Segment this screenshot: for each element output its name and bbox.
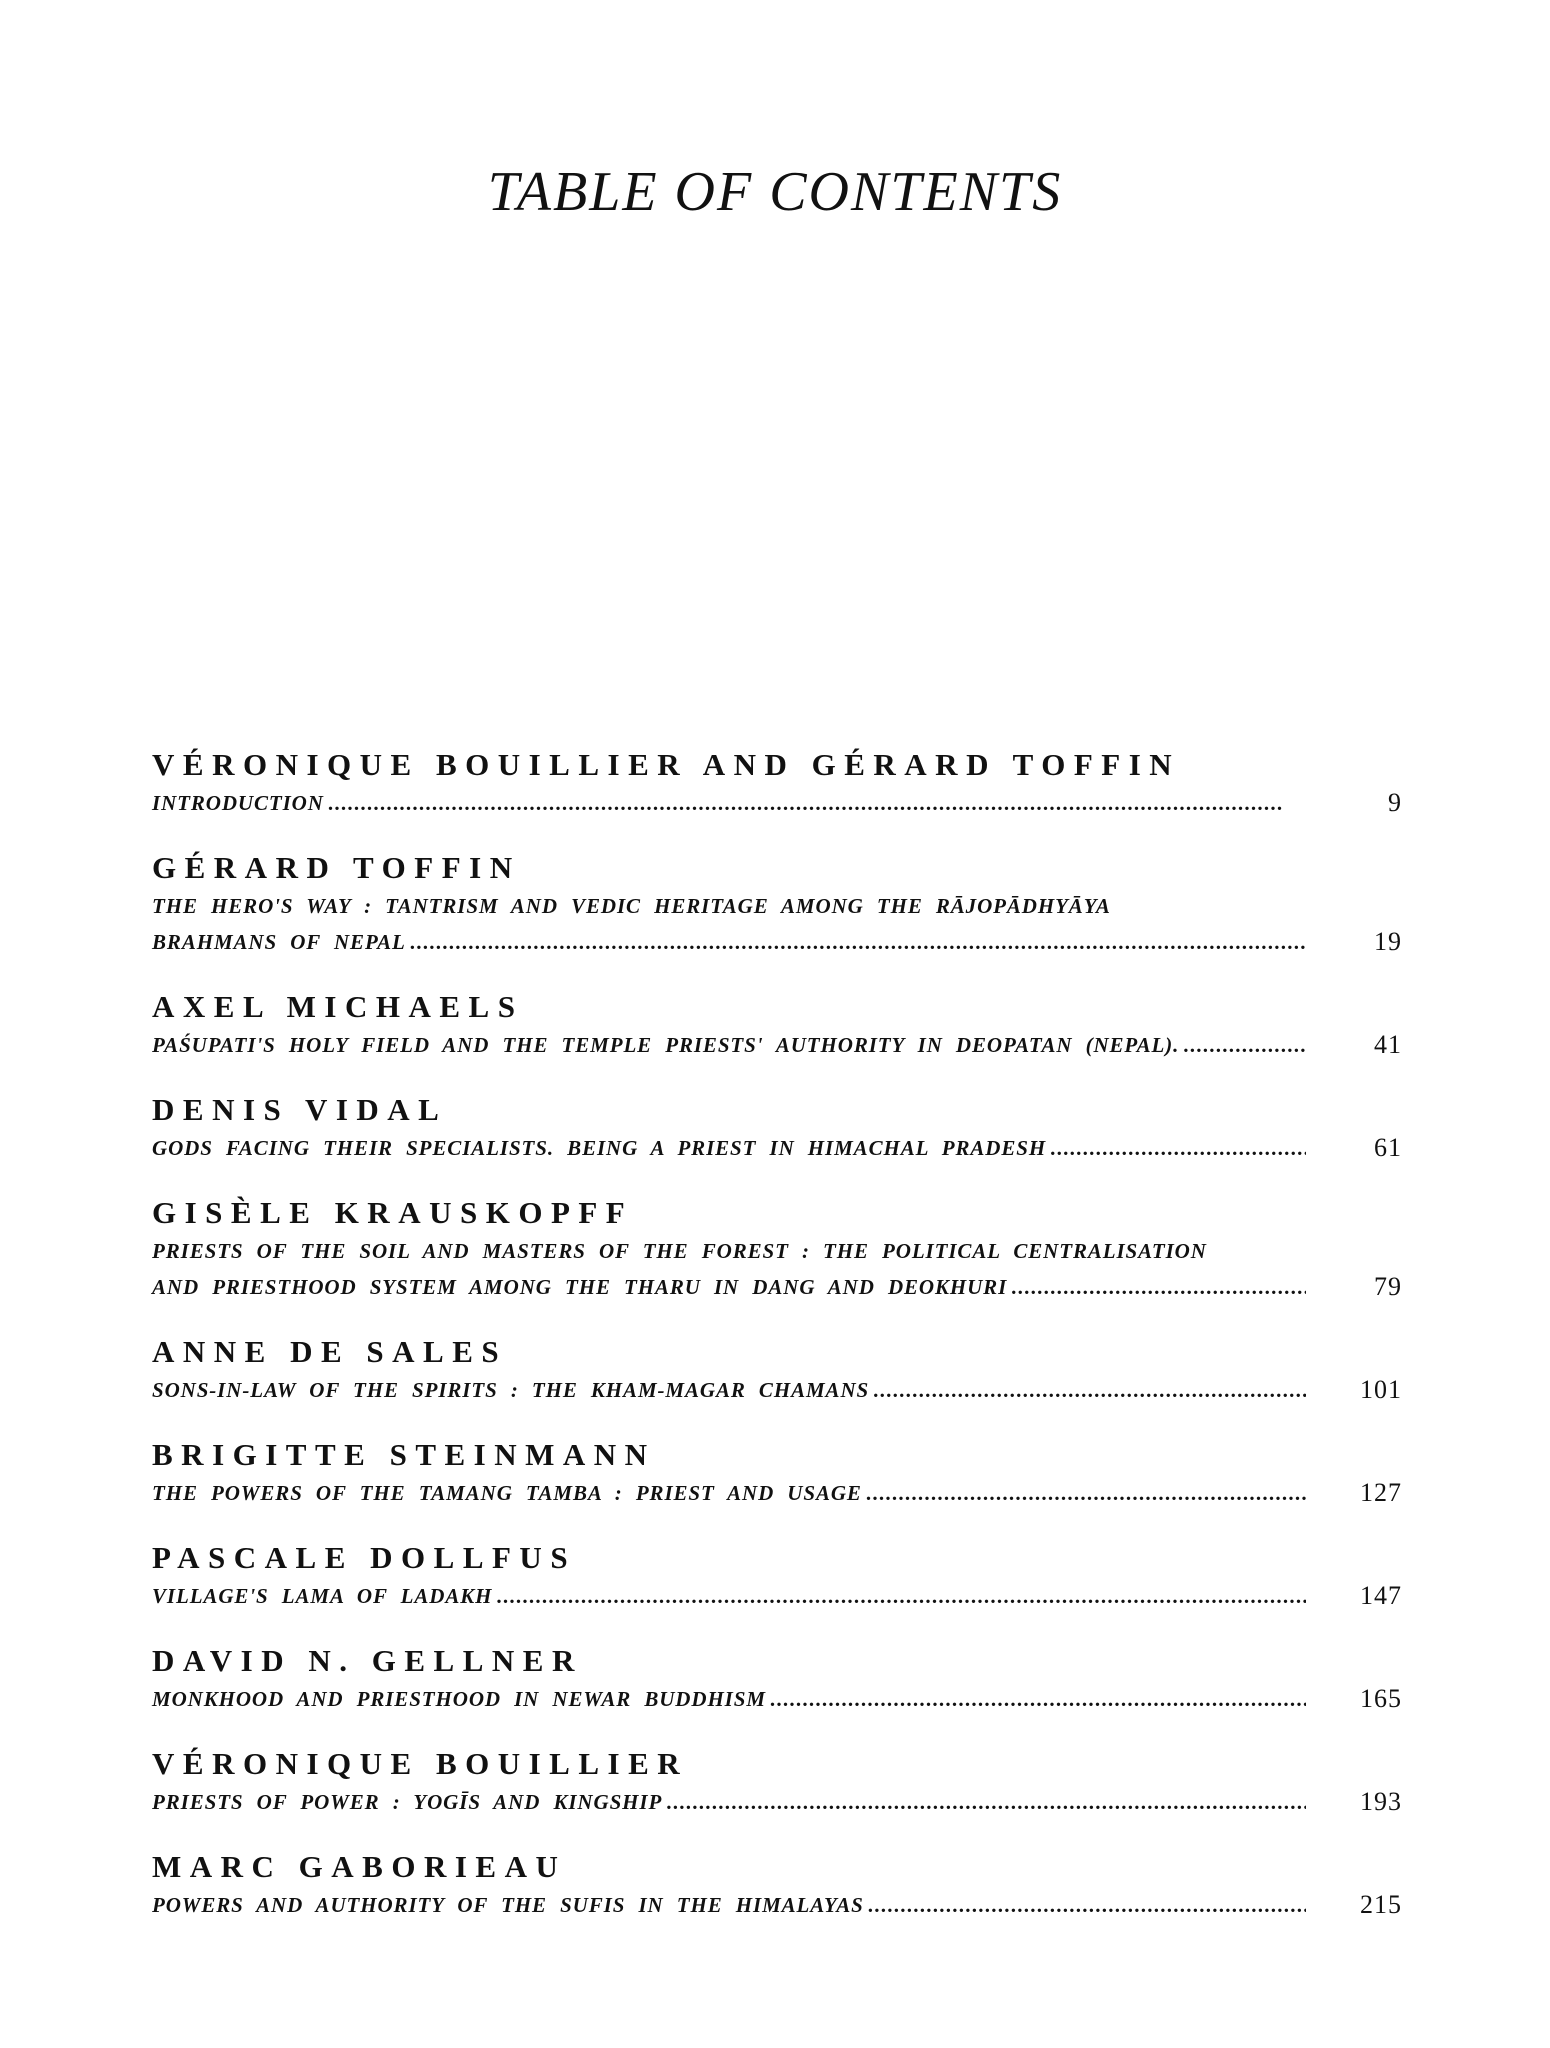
table-of-contents <box>152 745 1402 1950</box>
toc-page-number: 101 <box>1360 1375 1402 1404</box>
toc-title-line <box>152 1784 1402 1820</box>
toc-title: AND PRIESTHOOD SYSTEM AMONG THE THARU IN DANG AND DEOKHURI <box>152 1275 1008 1299</box>
toc-entry <box>152 1193 1402 1305</box>
dot-leader <box>770 1681 1306 1717</box>
dot-leader <box>866 1475 1306 1511</box>
toc-title: PRIESTS OF THE SOIL AND MASTERS OF THE FOREST : THE POLITICAL CENTRALISATION <box>152 1239 1207 1263</box>
toc-title: THE POWERS OF THE TAMANG TAMBA : PRIEST AND USAGE <box>152 1481 862 1505</box>
toc-title: VILLAGE'S LAMA OF LADAKH <box>152 1584 493 1608</box>
toc-author: BRIGITTE STEINMANN <box>152 1437 656 1472</box>
toc-author: DENIS VIDAL <box>152 1092 448 1127</box>
toc-entry <box>152 1744 1402 1820</box>
toc-page-number: 61 <box>1374 1133 1402 1162</box>
toc-title: SONS-IN-LAW OF THE SPIRITS : THE KHAM-MAGAR CHAMANS <box>152 1378 870 1402</box>
toc-page-number: 9 <box>1388 788 1402 817</box>
toc-title: BRAHMANS OF NEPAL <box>152 930 406 954</box>
toc-entry <box>152 1090 1402 1166</box>
toc-author: PASCALE DOLLFUS <box>152 1540 577 1575</box>
toc-entry <box>152 848 1402 960</box>
toc-title-line <box>152 888 1402 924</box>
toc-page-number: 165 <box>1360 1684 1402 1713</box>
toc-title-line <box>152 785 1402 821</box>
toc-page-number: 193 <box>1360 1787 1402 1816</box>
toc-page-number: 41 <box>1374 1030 1402 1059</box>
dot-leader <box>1050 1130 1306 1166</box>
toc-title-line <box>152 924 1402 960</box>
toc-page-number: 147 <box>1360 1581 1402 1610</box>
toc-entry <box>152 1641 1402 1717</box>
dot-leader <box>873 1372 1306 1408</box>
toc-author: ANNE DE SALES <box>152 1334 508 1369</box>
dot-leader <box>868 1887 1306 1923</box>
toc-author: VÉRONIQUE BOUILLIER AND GÉRARD TOFFIN <box>152 747 1181 782</box>
toc-author: VÉRONIQUE BOUILLIER <box>152 1746 689 1781</box>
toc-author: AXEL MICHAELS <box>152 989 524 1024</box>
dot-leader <box>410 924 1306 960</box>
toc-title-line <box>152 1372 1402 1408</box>
toc-title-line <box>152 1887 1402 1923</box>
toc-title: INTRODUCTION <box>152 791 324 815</box>
toc-page-number: 19 <box>1374 927 1402 956</box>
toc-title-line <box>152 1578 1402 1614</box>
dot-leader <box>496 1578 1306 1614</box>
toc-title: PAŚUPATI'S HOLY FIELD AND THE TEMPLE PRIESTS' AUTHORITY IN DEOPATAN (NEPAL). <box>152 1033 1180 1057</box>
dot-leader <box>1183 1027 1306 1063</box>
toc-page-number: 127 <box>1360 1478 1402 1507</box>
toc-title: THE HERO'S WAY : TANTRISM AND VEDIC HERITAGE AMONG THE RĀJOPĀDHYĀYA <box>152 894 1111 918</box>
toc-author: MARC GABORIEAU <box>152 1849 567 1884</box>
dot-leader <box>328 785 1306 821</box>
toc-title: PRIESTS OF POWER : YOGĪS AND KINGSHIP <box>152 1790 663 1814</box>
toc-page-number: 79 <box>1374 1272 1402 1301</box>
toc-author: GÉRARD TOFFIN <box>152 850 521 885</box>
toc-title: POWERS AND AUTHORITY OF THE SUFIS IN THE HIMALAYAS <box>152 1893 864 1917</box>
toc-page-number: 215 <box>1360 1890 1402 1919</box>
toc-entry <box>152 1332 1402 1408</box>
toc-author: DAVID N. GELLNER <box>152 1643 583 1678</box>
toc-entry <box>152 745 1402 821</box>
toc-title-line <box>152 1027 1402 1063</box>
toc-entry <box>152 1538 1402 1614</box>
toc-title-line <box>152 1269 1402 1305</box>
toc-entry <box>152 1847 1402 1923</box>
toc-title-line <box>152 1130 1402 1166</box>
page-title: TABLE OF CONTENTS <box>487 160 1063 223</box>
dot-leader <box>666 1784 1306 1820</box>
toc-title: GODS FACING THEIR SPECIALISTS. BEING A PRIEST IN HIMACHAL PRADESH <box>152 1136 1047 1160</box>
toc-author: GISÈLE KRAUSKOPFF <box>152 1195 634 1230</box>
toc-entry <box>152 1435 1402 1511</box>
toc-title-line <box>152 1681 1402 1717</box>
toc-title: MONKHOOD AND PRIESTHOOD IN NEWAR BUDDHISM <box>152 1687 766 1711</box>
toc-title-line <box>152 1475 1402 1511</box>
dot-leader <box>1011 1269 1306 1305</box>
toc-title-line <box>152 1233 1402 1269</box>
toc-entry <box>152 987 1402 1063</box>
